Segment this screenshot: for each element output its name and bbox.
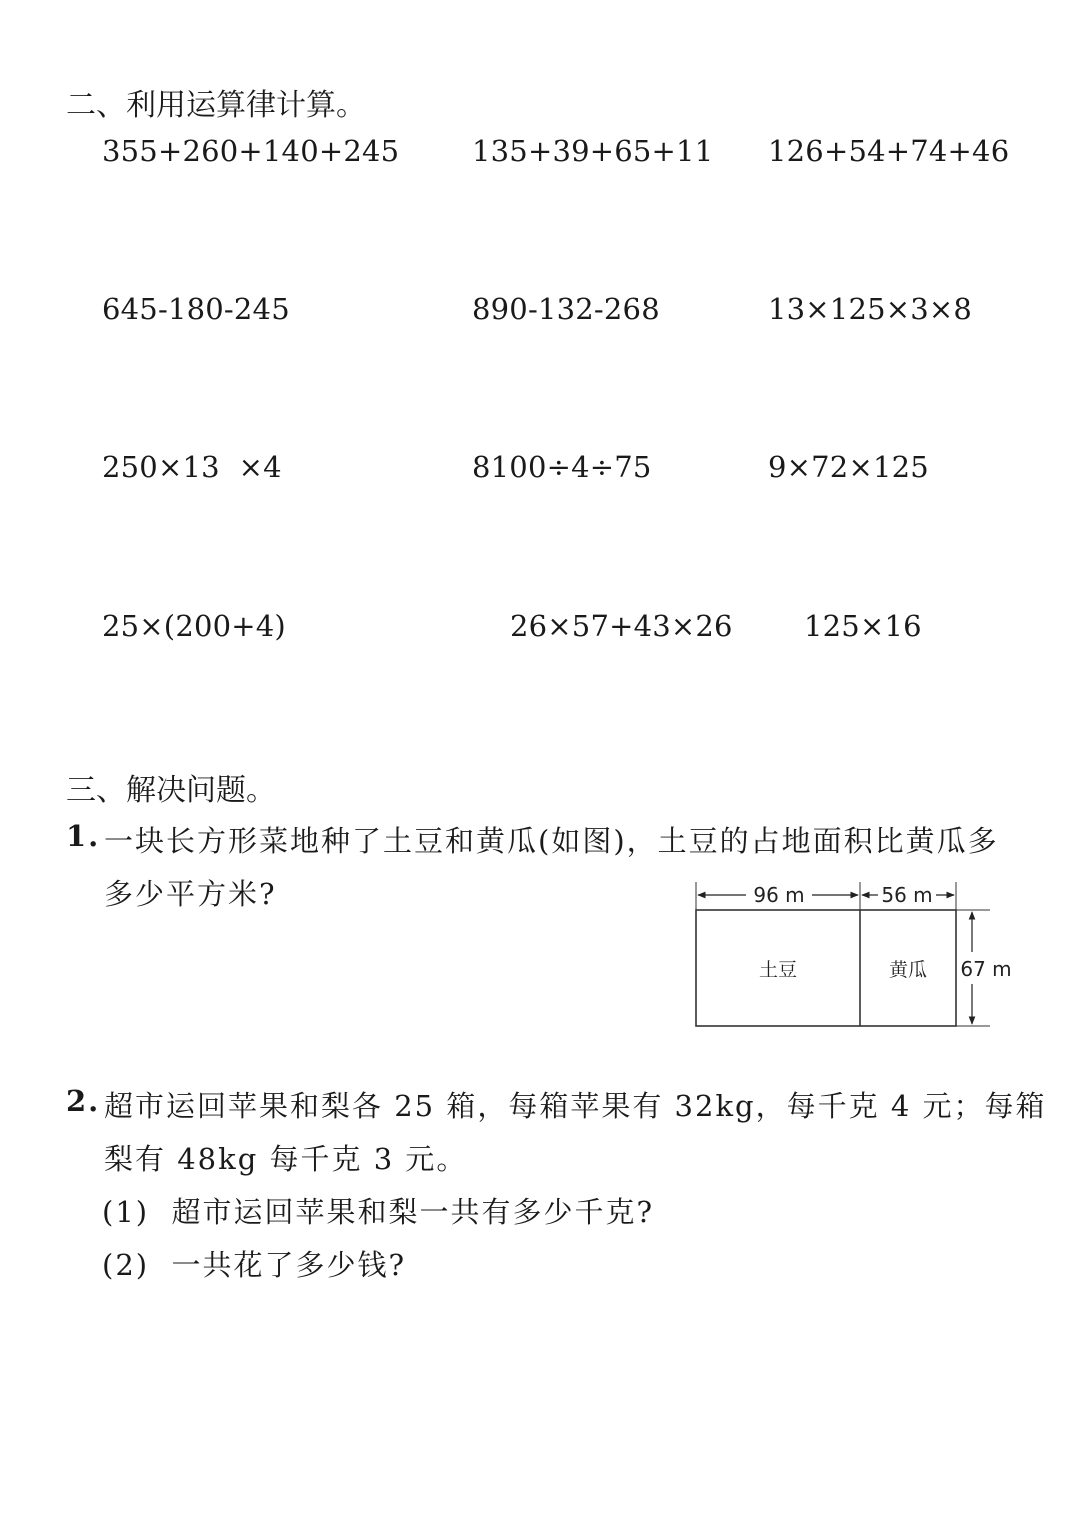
section-2-heading: 二、利用运算律计算。 — [66, 88, 366, 123]
question-1-line-1: 一块长方形菜地种了土豆和黄瓜(如图)，土豆的占地面积比黄瓜多 — [104, 824, 999, 858]
question-2-line-2: 梨有 48kg 每千克 3 元。 — [104, 1142, 468, 1176]
expression-r4-c2: 26×57+43×26 — [510, 609, 733, 643]
expression-r3-c2: 8100÷4÷75 — [472, 450, 652, 484]
question-2-number: 2. — [66, 1084, 101, 1118]
cucumber-label: 黄瓜 — [888, 959, 928, 981]
question-1-line-2: 多少平方米? — [104, 877, 277, 911]
question-2-line-1: 超市运回苹果和梨各 25 箱，每箱苹果有 32kg，每千克 4 元；每箱 — [104, 1089, 1047, 1123]
height-label: 67 m — [960, 957, 1012, 981]
expression-r1-c1: 355+260+140+245 — [102, 134, 400, 168]
field-diagram — [680, 872, 1030, 1040]
expression-r1-c3: 126+54+74+46 — [768, 134, 1010, 168]
expression-r1-c2: 135+39+65+11 — [472, 134, 714, 168]
question-2-sub-2: (2) 一共花了多少钱? — [102, 1248, 407, 1282]
question-1-number: 1. — [66, 819, 101, 853]
expression-r4-c1: 25×(200+4) — [102, 609, 286, 643]
potato-label: 土豆 — [758, 959, 798, 981]
expression-r2-c3: 13×125×3×8 — [768, 292, 973, 326]
section-3-heading: 三、解决问题。 — [66, 773, 276, 808]
expression-r4-c3: 125×16 — [804, 609, 922, 643]
expression-r2-c2: 890-132-268 — [472, 292, 660, 326]
expression-r3-c1: 250×13 ×4 — [102, 450, 282, 484]
width-right-label: 56 m — [881, 883, 933, 907]
expression-r3-c3: 9×72×125 — [768, 450, 929, 484]
expression-r2-c1: 645-180-245 — [102, 292, 290, 326]
question-2-sub-1: (1) 超市运回苹果和梨一共有多少千克? — [102, 1195, 655, 1229]
width-left-label: 96 m — [753, 883, 805, 907]
